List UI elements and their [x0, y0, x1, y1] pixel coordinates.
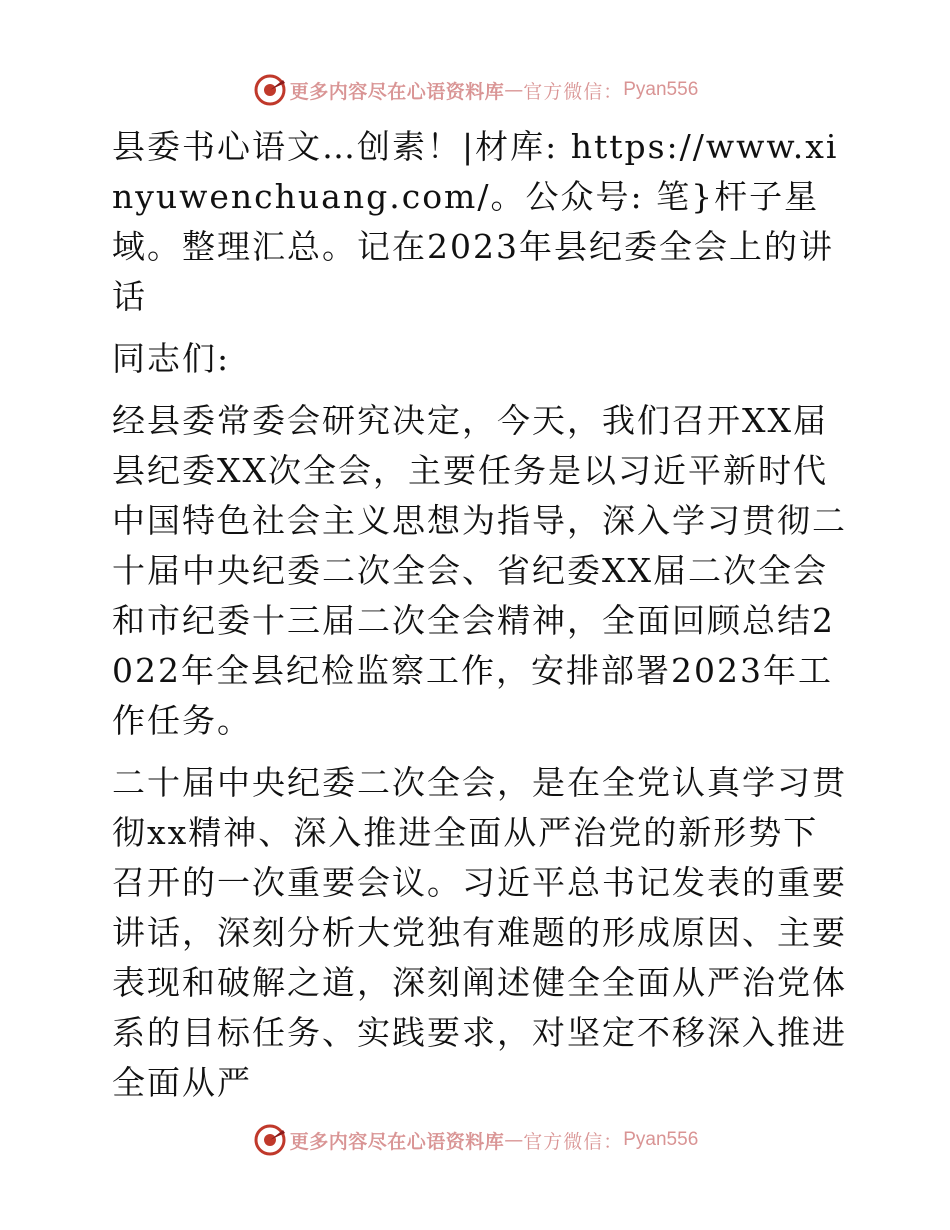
- banner-wechat-label: 官方微信：: [523, 80, 624, 103]
- paragraph: 经县委常委会研究决定，今天，我们召开XX届县纪委XX次全会，主要任务是以习近平新时代中国特色社会主义思想为指导，深入学习贯彻二十届中央纪委二次全会、省纪委XX届二次全会和市纪委十三届二次全会精神，全面回顾总结2022年全县纪检监察工作，安排部署2023年工作任务。: [112, 401, 847, 740]
- footer-banner: [0, 1120, 950, 1160]
- paragraph: 二十届中央纪委二次全会，是在全党认真学习贯彻xx精神、深入推进全面从严治党的新形势下召开的一次重要会议。习近平总书记发表的重要讲话，深刻分析大党独有难题的形成原因、主要表现和破解之道，深刻阐述健全全面从严治党体系的目标任务、实践要求，对坚定不移深入推进全面从严: [112, 763, 847, 1102]
- banner-title: 更多内容尽在心语资料库: [289, 1130, 505, 1153]
- banner-separator: —: [504, 79, 524, 101]
- banner-title: 更多内容尽在心语资料库: [289, 80, 505, 103]
- banner-wechat-label: 官方微信：: [523, 1130, 624, 1153]
- document-heading: 县委书心语文…创素！|材库: https://www.xinyuwenchuang.com/。公众号: 笔}杆子星域。整理汇总。记在2023年县纪委全会上的讲话: [112, 127, 839, 316]
- pen-logo-icon: [252, 72, 288, 108]
- header-banner: [0, 70, 950, 110]
- document-body: [98, 122, 850, 1108]
- banner-separator: —: [504, 1129, 524, 1151]
- greeting: 同志们:: [112, 339, 231, 378]
- pen-logo-icon: [252, 1122, 288, 1158]
- banner-wechat-id: Pyan556: [623, 1129, 699, 1150]
- banner-wechat-id: Pyan556: [623, 79, 699, 100]
